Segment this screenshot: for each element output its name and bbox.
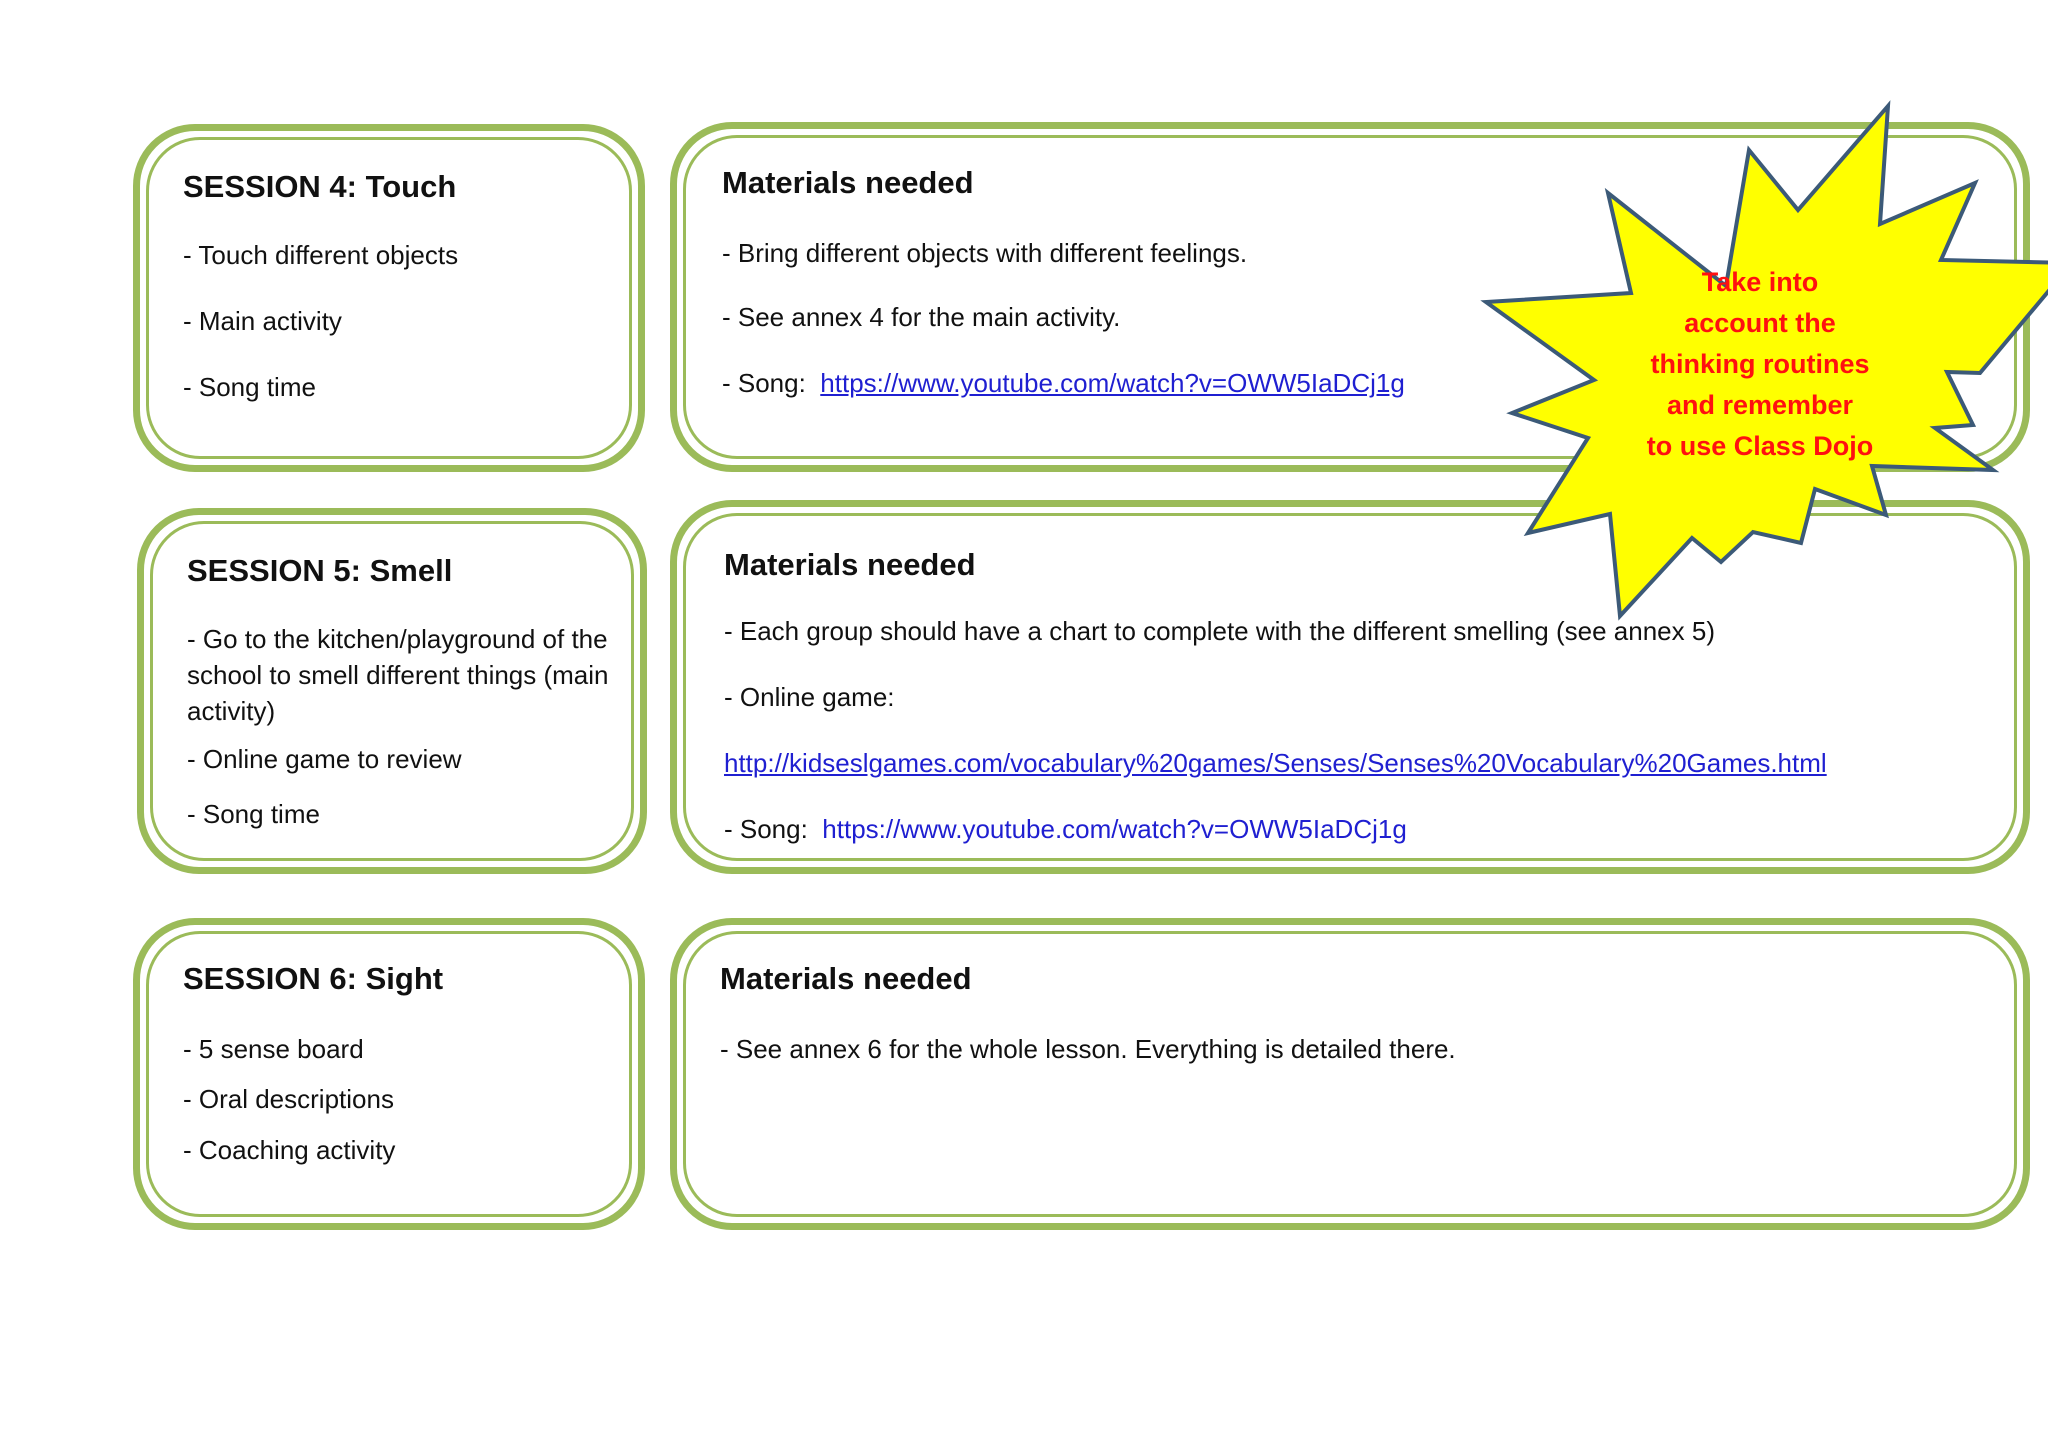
session-5-item-1: - Go to the kitchen/playground of the school to smell different things (main activity) (187, 624, 609, 726)
materials-4-line-2: - See annex 4 for the main activity. (722, 302, 1121, 332)
materials-5-song-line (724, 811, 1407, 847)
session-4-item-1: - Touch different objects (183, 240, 459, 270)
session-5-item-2: - Online game to review (187, 744, 462, 774)
materials-6-title: Materials needed (720, 961, 972, 996)
callout-line-2: account the (1684, 308, 1836, 338)
session-4-item-3: - Song time (183, 372, 316, 402)
materials-6-line-1: - See annex 6 for the whole lesson. Everything is detailed there. (720, 1034, 1456, 1064)
session-4-item-2: - Main activity (183, 306, 342, 336)
materials-5-song-prefix: - Song: (724, 814, 823, 844)
materials-5-line-2: - Online game: (724, 682, 895, 712)
materials-5-title: Materials needed (724, 547, 976, 582)
session-6-item-3: - Coaching activity (183, 1135, 396, 1165)
materials-5-line-1: - Each group should have a chart to complete with the different smelling (see annex 5) (724, 616, 1715, 646)
callout-line-1: Take into (1701, 267, 1819, 297)
session-4-box (133, 124, 645, 472)
materials-5-song-link[interactable]: https://www.youtube.com/watch?v=OWW5IaDCj1g (822, 814, 1407, 844)
materials-6-box (670, 918, 2030, 1230)
session-5-item-3: - Song time (187, 799, 320, 829)
session-5-title: SESSION 5: Smell (187, 553, 453, 588)
materials-4-title: Materials needed (722, 165, 974, 200)
materials-4-song-link[interactable]: https://www.youtube.com/watch?v=OWW5IaDCj1g (820, 368, 1405, 398)
session-4-title: SESSION 4: Touch (183, 169, 457, 204)
session-6-item-1: - 5 sense board (183, 1034, 364, 1064)
session-6-item-2: - Oral descriptions (183, 1084, 394, 1114)
session-6-box (133, 918, 645, 1230)
session-6-title: SESSION 6: Sight (183, 961, 444, 996)
materials-4-song-line (722, 365, 1405, 401)
materials-4-line-1: - Bring different objects with different feelings. (722, 238, 1248, 268)
materials-5-game-link[interactable]: http://kidseslgames.com/vocabulary%20games/Senses/Senses%20Vocabulary%20Games.html (724, 748, 1827, 778)
callout-text (1610, 262, 1910, 467)
session-5-box (137, 508, 647, 874)
callout-line-4: and remember (1666, 390, 1854, 420)
callout-line-3: thinking routines (1650, 349, 1870, 379)
callout-line-5: to use Class Dojo (1646, 431, 1874, 461)
materials-4-song-prefix: - Song: (722, 368, 821, 398)
